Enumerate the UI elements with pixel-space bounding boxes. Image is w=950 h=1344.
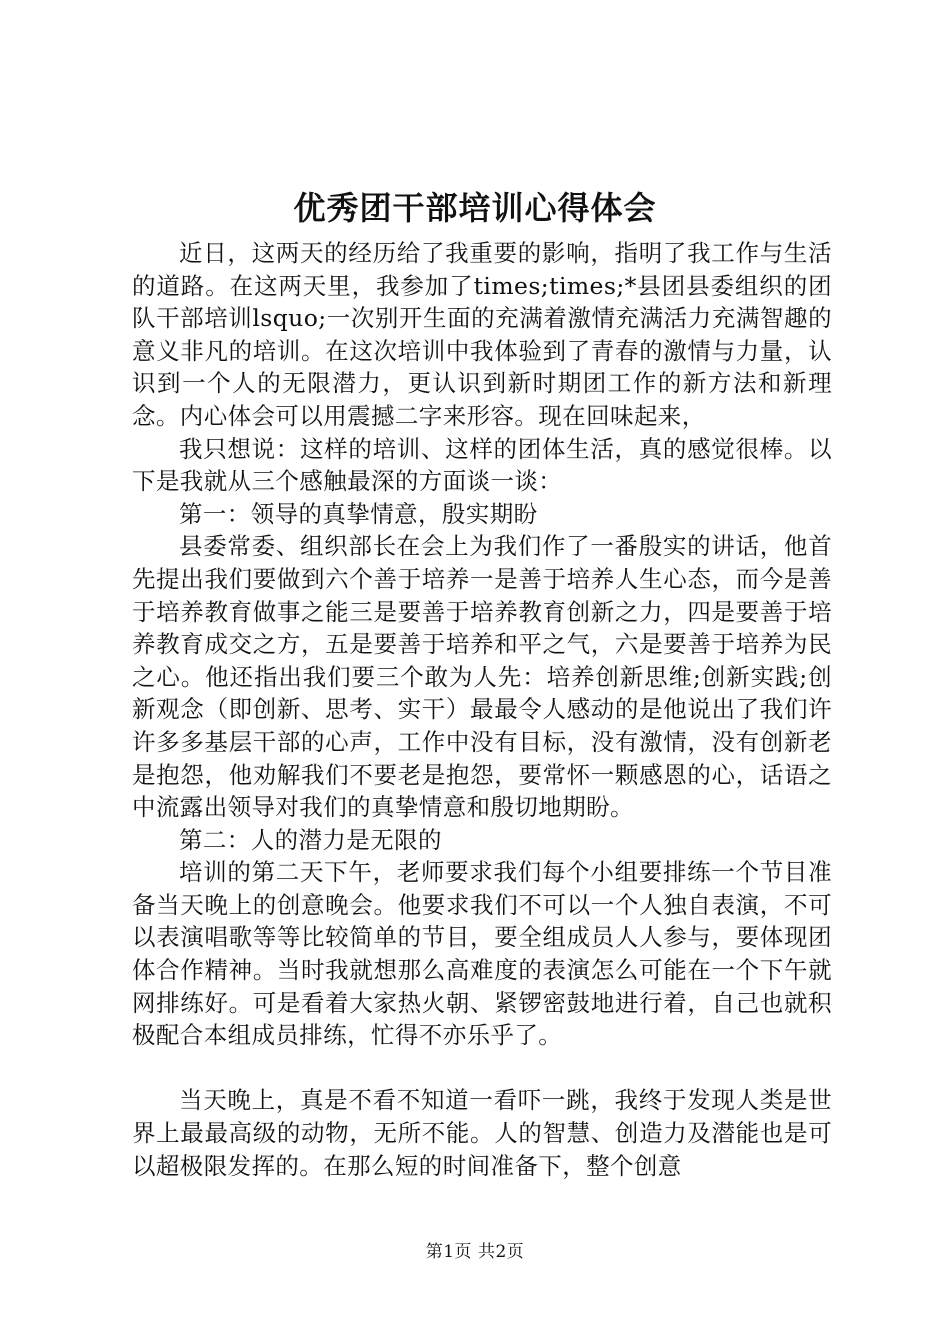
page-number-footer: 第1页 共2页 — [425, 1242, 525, 1262]
paragraph-section-1: 县委常委、组织部长在会上为我们作了一番殷实的讲话，他首先提出我们要做到六个善于培养一是善于培养人生心态，而今是善于培养教育做事之能三是要善于培养教育创新之力，四是要善于培养教育成交之方，五是要善于培养和平之气，六是要善于培养为民之心。他还指出我们要三个敢为人先：培养创新思维;创新实践;创新观念（即创新、思考、实干）最最令人感动的是他说出了我们许许多多基层干部的心声，工作中没有目标，没有激情，没有创新老是抱怨，他劝解我们不要老是抱怨，要常怀一颗感恩的心，话语之中流露出领导对我们的真挚情意和殷切地期盼。 — [132, 532, 832, 822]
paragraph-intro: 近日，这两天的经历给了我重要的影响，指明了我工作与生活的道路。在这两天里，我参加了times;times;*县团县委组织的团队干部培训lsquo;一次别开生面的充满着激情充满活力充满智趣的意义非凡的培训。在这次培训中我体验到了青春的激情与力量，认识到一个人的无限潜力，更认识到新时期团工作的新方法和新理念。内心体会可以用震撼二字来形容。现在回味起来， — [132, 239, 832, 430]
paragraph-summary: 我只想说：这样的培训、这样的团体生活，真的感觉很棒。以下是我就从三个感触最深的方面谈一谈： — [132, 434, 832, 496]
document-title: 优秀团干部培训心得体会 — [293, 189, 657, 227]
section-heading-2: 第二：人的潜力是无限的 — [179, 825, 442, 854]
document-body — [132, 237, 832, 1182]
paragraph-section-2: 培训的第二天下午，老师要求我们每个小组要排练一个节目准备当天晚上的创意晚会。他要求我们不可以一个人独自表演，不可以表演唱歌等等比较简单的节目，要全组成员人人参与，要体现团体合作精神。当时我就想那么高难度的表演怎么可能在一个下午就网排练好。可是看着大家热火朝、紧锣密鼓地进行着，自己也就积极配合本组成员排练，忙得不亦乐乎了。 — [132, 858, 832, 1050]
paragraph-evening: 当天晚上，真是不看不知道一看吓一跳，我终于发现人类是世界上最最高级的动物，无所不能。人的智慧、创造力及潜能也是可以超极限发挥的。在那么短的时间准备下，整个创意 — [132, 1086, 832, 1180]
section-heading-1: 第一：领导的真挚情意，殷实期盼 — [179, 499, 538, 528]
